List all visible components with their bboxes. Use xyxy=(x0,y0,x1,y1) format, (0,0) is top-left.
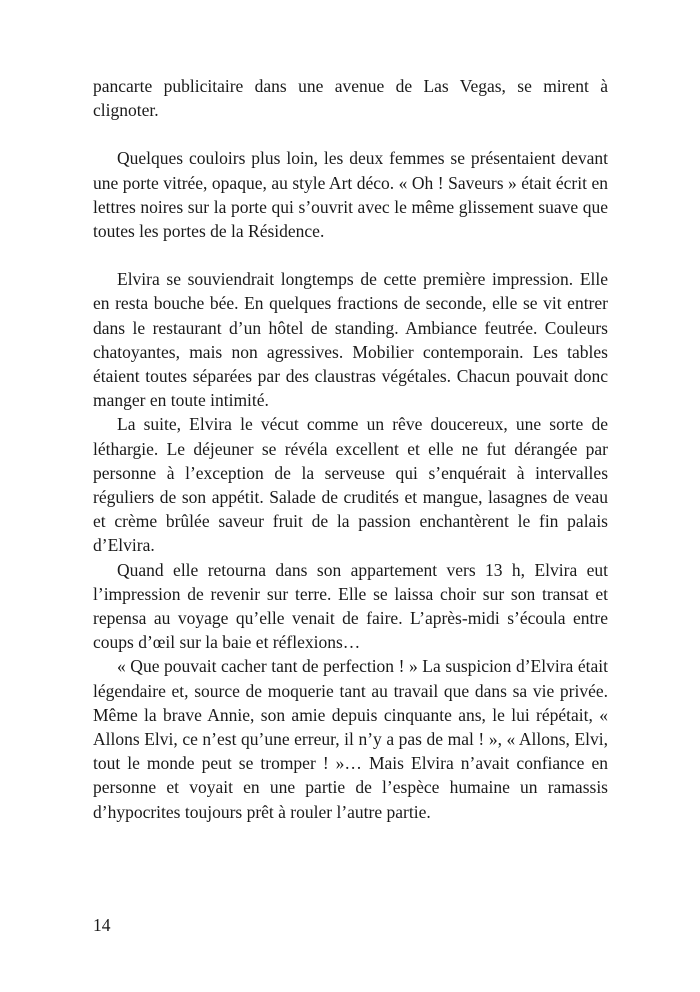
page-number: 14 xyxy=(93,915,111,935)
paragraph-lunch: La suite, Elvira le vécut comme un rêve doucereux, une sorte de léthargie. Le déjeuner se révéla excellent et elle ne fut dérangée par personne à l’exception de la serveuse qui s’enquérait à intervalles réguliers de son appétit. Salade de crudités et mangue, lasagnes de veau et crème brûlée saveur fruit de la passion enchantèrent le fin palais d’Elvira. xyxy=(93,414,608,556)
paragraph-restaurant: Elvira se souviendrait longtemps de cette première impression. Elle en resta bouche bée. En quelques fractions de seconde, elle se vit entrer dans le restaurant d’un hôtel de standing. Ambiance feutrée. Couleurs chatoyantes, mais non agressives. Mobilier contemporain. Les tables étaient toutes séparées par des claustras végétales. Chacun pouvait donc manger en toute intimité. xyxy=(93,269,608,411)
body-text xyxy=(93,74,608,824)
paragraph-gap xyxy=(93,122,608,146)
paragraph-door: Quelques couloirs plus loin, les deux femmes se présentaient devant une porte vitrée, opaque, au style Art déco. « Oh ! Saveurs » était écrit en lettres noires sur la porte qui s’ouvrit avec le même glissement suave que toutes les portes de la Résidence. xyxy=(93,148,608,242)
paragraph-return: Quand elle retourna dans son appartement vers 13 h, Elvira eut l’impression de revenir sur terre. Elle se laissa choir sur son transat et repensa au voyage qu’elle venait de faire. L’après-midi s’écoula entre coups d’œil sur la baie et réflexions… xyxy=(93,559,608,653)
paragraph-continuation: pancarte publicitaire dans une avenue de Las Vegas, se mirent à clignoter. xyxy=(93,76,608,121)
paragraph-suspicion: « Que pouvait cacher tant de perfection ! » La suspicion d’Elvira était légendaire et, source de moquerie tant au travail que dans sa vie privée. Même la brave Annie, son amie depuis cinquante ans, le lui répétait, « Allons Elvi, ce n’est qu’une erreur, il n’y a pas de mal ! », « Allons, Elvi, tout le monde peut se tromper ! »… Mais Elvira n’avait confiance en personne et voyait en une partie de l’espèce humaine un ramassis d’hypocrites toujours prêt à rouler l’autre partie. xyxy=(93,656,608,822)
paragraph-gap xyxy=(93,243,608,267)
